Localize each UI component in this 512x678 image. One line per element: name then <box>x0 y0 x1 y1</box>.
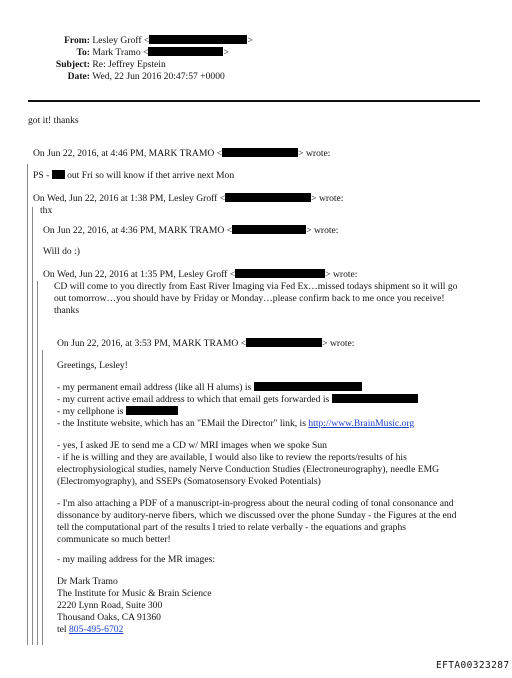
header-divider <box>28 100 480 102</box>
email-current-line: - my current active email address to which that email gets forwarded is <box>57 394 418 406</box>
willing-line-1: - if he is willing and they are available, I would also like to review the reports/results of his <box>57 452 407 463</box>
redaction <box>149 35 247 44</box>
phone-link[interactable]: 805-495-6702 <box>69 624 124 635</box>
redaction <box>222 148 298 157</box>
pdf-line-1: - I'm also attaching a PDF of a manuscript-in-progress about the neural coding of tonal consonance and <box>57 498 454 509</box>
reply-text: got it! thanks <box>28 115 79 126</box>
greeting-text: Greetings, Lesley! <box>57 360 128 371</box>
redaction <box>52 170 65 179</box>
willing-line-2: electrophysiological studies, namely Nerve Conduction Studies (Electroneurography), needle EMG <box>57 464 440 475</box>
will-do-text: Will do :) <box>43 246 80 257</box>
willing-line-3: (Electromyography), and SSEPs (Somatosensory Evoked Potentials) <box>57 476 321 487</box>
cellphone-line: - my cellphone is <box>57 406 178 418</box>
redaction <box>126 406 178 415</box>
brainmusic-link[interactable]: http://www.BrainMusic.org <box>308 418 415 429</box>
redaction <box>232 225 306 234</box>
thanks-text: thanks <box>54 305 80 316</box>
address-city: Thousand Oaks, CA 91360 <box>57 612 161 623</box>
header-date: Date: Wed, 22 Jun 2016 20:47:57 +0000 <box>67 71 225 82</box>
quote-header: On Wed, Jun 22, 2016 at 1:35 PM, Lesley Groff < > wrote: <box>43 269 358 280</box>
address-name: Dr Mark Tramo <box>57 576 118 587</box>
redaction <box>246 338 322 347</box>
header-subject: Subject: Re: Jeffrey Epstein <box>55 59 166 70</box>
file-id: EFTA00323287 <box>436 660 510 671</box>
address-institute: The Institute for Music & Brain Science <box>57 588 212 599</box>
ps-line: PS - out Fri so will know if thet arrive next Mon <box>33 170 235 181</box>
quote-header: On Jun 22, 2016, at 3:53 PM, MARK TRAMO < > wrote: <box>57 338 355 349</box>
redaction <box>225 193 311 202</box>
institute-line: - the Institute website, which has an "EMail the Director" link, is http://www.BrainMusic.org <box>57 418 415 429</box>
address-street: 2220 Lynn Road, Suite 300 <box>57 600 163 611</box>
pdf-line-4: communicate so much better! <box>57 534 171 545</box>
pdf-line-3: tell the computational part of the results I tried to relate verbally - the equations and graphs <box>57 522 406 533</box>
address-tel: tel 805-495-6702 <box>57 624 124 635</box>
cd-line-1: CD will come to you directly from East River Imaging via Fed Ex…missed todays shipment so it will go <box>54 281 458 292</box>
quote-header: On Wed, Jun 22, 2016 at 1:38 PM, Lesley Groff < > wrote: <box>33 193 344 204</box>
thx-text: thx <box>40 205 53 216</box>
mailing-line: - my mailing address for the MR images: <box>57 554 216 565</box>
quote-bar-1 <box>27 164 28 645</box>
cd-line-2: out tomorrow…you should have by Friday or Monday…please confirm back to me once you receive! <box>54 293 445 304</box>
quote-bar-3 <box>37 281 38 645</box>
quote-bar-2 <box>32 207 33 645</box>
redaction <box>254 382 362 391</box>
header-from: From: Lesley Groff < > <box>64 35 253 46</box>
quote-header: On Jun 22, 2016, at 4:46 PM, MARK TRAMO < > wrote: <box>33 148 331 159</box>
redaction <box>332 394 418 403</box>
pdf-line-2: dissonance by auditory-nerve fibers, which we discussed over the phone Sunday - the Figures at the end <box>57 510 457 521</box>
header-to: To: Mark Tramo < > <box>76 47 229 58</box>
email-permanent-line: - my permanent email address (like all H alums) is <box>57 382 362 394</box>
quote-bar-4 <box>42 350 43 645</box>
redaction <box>148 47 223 56</box>
redaction <box>235 269 325 278</box>
quote-header: On Jun 22, 2016, at 4:36 PM, MARK TRAMO < > wrote: <box>43 225 339 236</box>
je-line: - yes, I asked JE to send me a CD w/ MRI images when we spoke Sun <box>57 440 327 451</box>
